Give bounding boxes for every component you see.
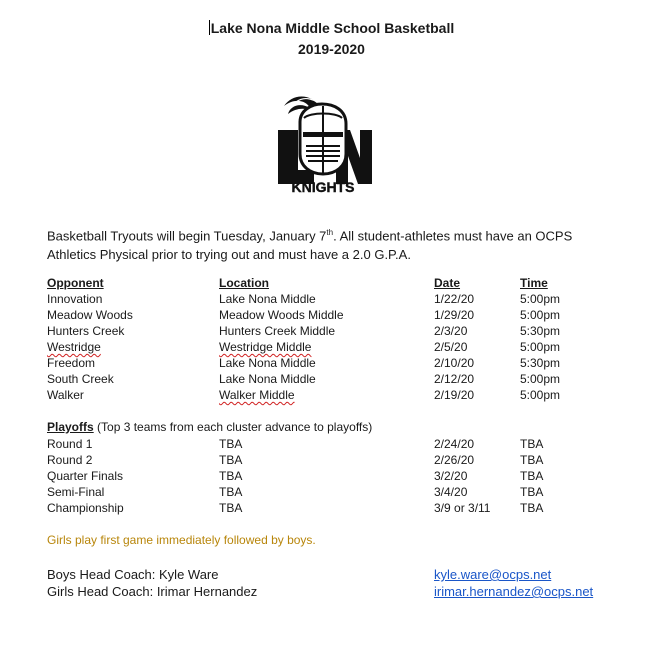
girls-coach-email-link[interactable]: irimar.hernandez@ocps.net <box>434 584 594 599</box>
girls-game-note: Girls play first game immediately followed by boys. <box>47 533 316 547</box>
tryout-intro: Basketball Tryouts will begin Tuesday, January 7th. All student-athletes must have an OCPS Athletics Physical prior to trying out and must have a 2.0 G.P.A. <box>47 228 573 263</box>
game-row: Walker Walker Middle 2/19/20 5:00pm <box>47 388 561 402</box>
playoff-row: Round 2 TBA 2/26/20 TBA <box>47 453 544 467</box>
game-row: Westridge Westridge Middle 2/5/20 5:00pm <box>47 340 561 354</box>
header-date: Date <box>434 276 461 290</box>
header-time: Time <box>520 276 548 290</box>
boys-coach-email-link[interactable]: kyle.ware@ocps.net <box>434 567 552 582</box>
knights-logo <box>270 88 378 194</box>
playoff-row: Round 1 TBA 2/24/20 TBA <box>47 437 544 451</box>
header-location: Location <box>219 276 269 290</box>
schedule-header <box>0 276 663 292</box>
season-title: 2019-2020 <box>298 41 365 57</box>
playoff-row: Semi-Final TBA 3/4/20 TBA <box>47 485 544 499</box>
playoff-row: Championship TBA 3/9 or 3/11 TBA <box>47 501 544 515</box>
text-cursor <box>209 20 210 35</box>
playoff-row: Quarter Finals TBA 3/2/20 TBA <box>47 469 544 483</box>
game-row: Meadow Woods Meadow Woods Middle 1/29/20 5:00pm <box>47 308 561 322</box>
playoffs-heading: Playoffs (Top 3 teams from each cluster advance to playoffs) <box>47 420 373 434</box>
logo-word: KNIGHTS <box>291 179 355 194</box>
game-row: South Creek Lake Nona Middle 2/12/20 5:00pm <box>47 372 561 386</box>
game-row: Freedom Lake Nona Middle 2/10/20 5:30pm <box>47 356 561 370</box>
header-opponent: Opponent <box>47 276 104 290</box>
game-row: Hunters Creek Hunters Creek Middle 2/3/20 5:30pm <box>47 324 561 338</box>
boys-coach: Boys Head Coach: Kyle Ware <box>47 567 219 582</box>
girls-coach: Girls Head Coach: Irimar Hernandez <box>47 584 258 599</box>
document-title: Lake Nona Middle School Basketball <box>210 20 455 36</box>
game-row: Innovation Lake Nona Middle 1/22/20 5:00pm <box>47 292 561 306</box>
